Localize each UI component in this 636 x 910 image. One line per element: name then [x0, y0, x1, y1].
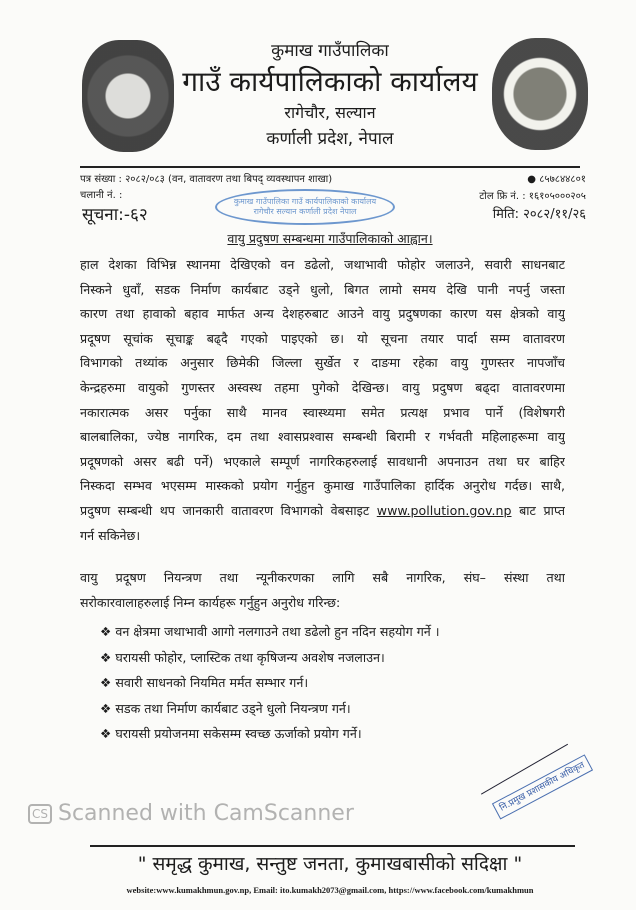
paragraph-line: नकारात्मक असर पर्नुका साथै मानव स्वास्थ्यमा समेत प्रत्यक्ष प्रभाव पार्ने (विशेषगरी [80, 404, 565, 420]
pollution-website-link[interactable]: www.pollution.gov.np [376, 502, 512, 518]
watermark-text: Scanned with CamScanner [58, 801, 354, 826]
paragraph-text: प्रदुषण सम्बन्धी थप जानकारी वातावरण विभागको वेबसाइट [80, 502, 377, 518]
bullet-icon: ❖ [100, 726, 112, 742]
letter-number: पत्र संख्या : २०८२/०८३ (वन, वातावरण तथा बिपद् व्यवस्थापन शाखा) [80, 174, 333, 185]
notice-number: सूचना:-६२ [82, 205, 148, 225]
list-item [100, 645, 440, 671]
camscanner-watermark [28, 800, 354, 828]
officer-seal: नि.प्रमुख प्रशासकीय अधिकृत [492, 754, 593, 819]
paragraph-line: कारण तथा हावाको बहाव मार्फत अन्य देशहरुबाट आउने वायु प्रदुषणका कारण यस क्षेत्रको वायु [80, 306, 565, 322]
list-item [100, 696, 440, 722]
phone-icon: ● [527, 174, 540, 185]
request-list [100, 619, 440, 747]
list-item-text: सवारी साधनको नियमित मर्मत सम्भार गर्न। [115, 675, 309, 691]
paragraph-2 [80, 566, 565, 615]
bullet-icon: ❖ [100, 624, 112, 639]
paragraph-line: प्रदूषणको असर बढी पर्ने) भएकाले सम्पूर्ण नागरिकहरुलाई सावधानी अपनाउन तथा घर बाहिर [80, 453, 565, 469]
footer-slogan: " समृद्ध कुमाख, सन्तुष्ट जनता, कुमाखबासीको सदिक्षा " [137, 853, 523, 875]
stamp-text: कुमाख गाउँपालिका गाउँ कार्यपालिकाको कार्यालय रागेचौर सल्यान कर्णाली प्रदेश नेपाल [233, 197, 377, 216]
phone-number [527, 173, 586, 186]
list-item-text: सडक तथा निर्माण कार्यबाट उड्ने धुलो नियन्त्रण गर्न। [115, 700, 351, 716]
paragraph-line-with-link [80, 499, 565, 524]
list-item [100, 721, 440, 747]
paragraph-line: बालबालिका, ज्येष्ठ नागरिक, दम तथा श्वासप्रश्वास सम्बन्धी बिरामी र गर्भवती महिलाहरूमा वायु [80, 429, 565, 445]
office-stamp [215, 189, 395, 225]
camscanner-icon: CS [28, 804, 52, 824]
paragraph-line: विभागको तथ्यांक अनुसार छिमेकी जिल्ला सुर्खेत र दाङमा रहेका वायु गुणस्तर नापजाँच [80, 355, 565, 371]
letter-date: मिति: २०८२/११/२६ [492, 207, 586, 222]
paragraph-line: सरोकारवालाहरुलाई निम्न कार्यहरू गर्नुहुन अनुरोध गरिन्छ: [80, 594, 341, 610]
paragraph-1 [80, 253, 565, 548]
paragraph-line: केन्द्रहरुमा वायुको गुणस्तर अस्वस्थ तहमा पुगेको देखिन्छ। वायु प्रदुषण बढ्दा वातावरणमा [80, 379, 565, 395]
phone-value: ८५७८४४८०१ [539, 174, 586, 185]
list-item-text: घरायसी प्रयोजनमा सकेसम्म स्वच्छ ऊर्जाको प्रयोग गर्ने। [115, 726, 362, 742]
paragraph-line: निस्कने धुवाँ, सडक निर्माण कार्यबाट उड्ने धुलो, बिगत लामो समय देखि पानी नपर्नु जस्ता [80, 281, 565, 297]
province-country: कर्णाली प्रदेश, नेपाल [266, 129, 394, 149]
toll-free-number: टोल फ्रि नं. : १६१०५०००२०५ [479, 191, 586, 202]
paragraph-line: प्रदूषण सूचांक सूचाङ्क बढ्दै गएको पाइएको छ। यो सूचना तयार पार्दा सम्म वातावरण [80, 330, 565, 346]
paragraph-text: बाट प्राप्त [511, 502, 565, 518]
paragraph-line: हाल देशका विभिन्न स्थानमा देखिएको वन डढेलो, जथाभावी फोहोर जलाउने, सवारी साधनबाट [80, 257, 565, 272]
bullet-icon: ❖ [100, 700, 112, 716]
municipality-name: कुमाख गाउँपालिका [271, 41, 389, 61]
office-title: गाउँ कार्यपालिकाको कार्यालय [182, 65, 478, 98]
footer-contact: website:www.kumakhmun.gov.np, Email: ito.kumakh2073@gmail.com, https://www.facebook.com/kumakhmun [126, 885, 534, 895]
list-item [100, 670, 440, 696]
dispatch-number: चलानी नं. : [80, 190, 123, 201]
list-item-text: घरायसी फोहोर, प्लास्टिक तथा कृषिजन्य अवशेष नजलाउन। [115, 649, 385, 665]
bullet-icon: ❖ [100, 649, 112, 665]
office-location: रागेचौर, सल्यान [284, 103, 376, 122]
paragraph-line: गर्न सकिनेछ। [80, 527, 141, 543]
list-item-text: वन क्षेत्रमा जथाभावी आगो नलगाउने तथा डढेलो हुन नदिन सहयोग गर्ने । [115, 624, 440, 639]
header-divider [80, 166, 580, 168]
subject-line: वायु प्रदुषण सम्बन्धमा गाउँपालिकाको आह्वान। [227, 231, 433, 246]
list-item [100, 619, 440, 645]
bullet-icon: ❖ [100, 675, 112, 691]
paragraph-line: निस्कदा सम्भव भएसम्म मास्कको प्रयोग गर्नुहुन कुमाख गाउँपालिका हार्दिक अनुरोध गर्दछ। साथै, [80, 478, 565, 494]
paragraph-line: वायु प्रदूषण नियन्त्रण तथा न्यूनीकरणका लागि सबै नागरिक, संघ– संस्था तथा [80, 570, 565, 585]
footer-divider [90, 845, 575, 847]
